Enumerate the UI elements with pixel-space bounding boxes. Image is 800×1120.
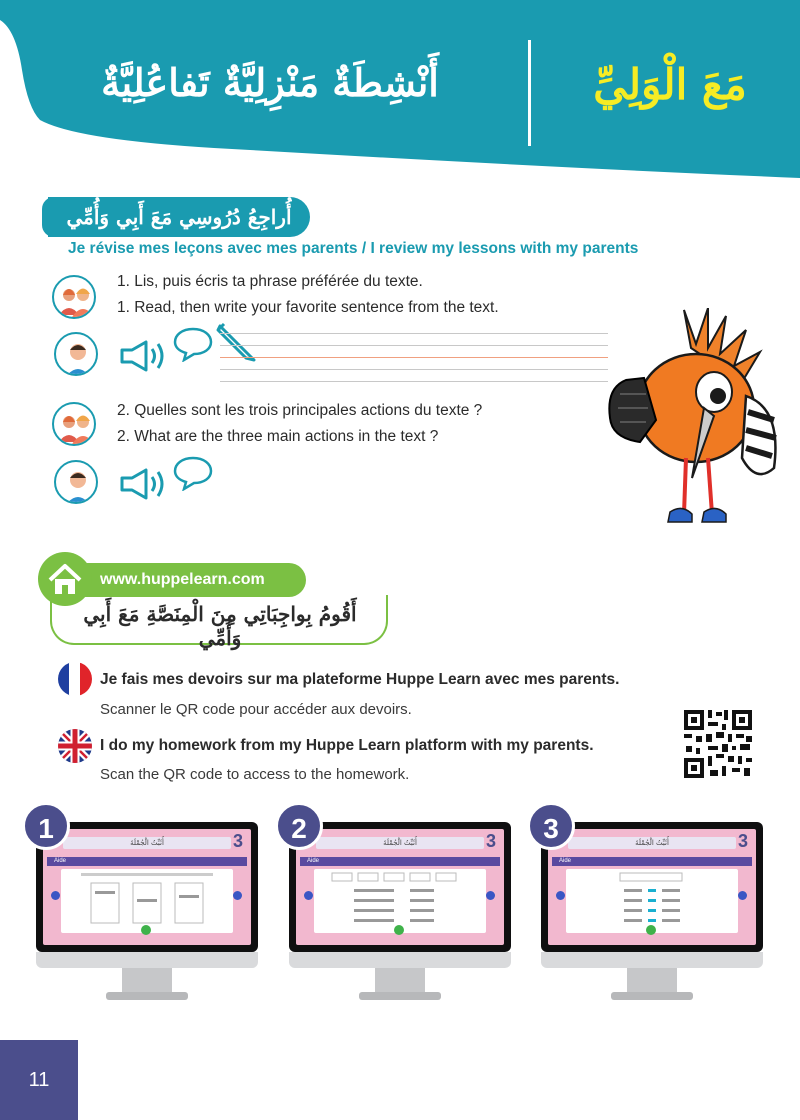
monitor-neck xyxy=(627,968,677,994)
header-banner xyxy=(0,0,800,180)
monitor-screen[interactable] xyxy=(43,829,251,945)
prev-arrow-icon[interactable] xyxy=(51,891,60,900)
speech-bubble-icon xyxy=(172,455,214,491)
screen-title: أُثَبِّتُ الْجُمْلَةَ xyxy=(568,837,736,849)
platform-url[interactable]: www.huppelearn.com xyxy=(70,563,306,597)
screen-toolbar xyxy=(47,857,247,866)
monitor-screen[interactable] xyxy=(548,829,756,945)
monitor-2 xyxy=(289,813,511,1012)
screen-level-number: 3 xyxy=(486,831,497,851)
screen-card xyxy=(61,869,233,933)
hoopoe-mascot xyxy=(596,308,786,538)
aide-button[interactable]: Aide xyxy=(47,857,73,866)
child-avatar-icon xyxy=(54,332,98,376)
review-subtitle: Je révise mes leçons avec mes parents / I review my lessons with my parents xyxy=(68,240,639,257)
screen-title: أُثَبِّتُ الْجُمْلَةَ xyxy=(316,837,484,849)
next-arrow-icon[interactable] xyxy=(233,891,242,900)
banner-title: أَنْشِطَةٌ مَنْزِلِيَّةٌ تَفاعُلِيَّةٌ xyxy=(101,60,439,105)
monitor-chin xyxy=(541,952,763,968)
validate-check-icon[interactable] xyxy=(394,925,404,935)
monitor-screen[interactable] xyxy=(296,829,504,945)
step-badge: 2 xyxy=(275,802,323,850)
screen-level-number: 3 xyxy=(233,831,244,851)
speaker-icon[interactable] xyxy=(118,338,170,374)
monitor-foot xyxy=(106,992,188,1000)
review-section-title: أُراجِعُ دُرُوسِي مَعَ أَبِي وَأُمِّي xyxy=(48,197,310,237)
parents-avatar-icon xyxy=(52,402,96,446)
fr-homework-bold: Je fais mes devoirs sur ma plateforme Huppe Learn avec mes parents. xyxy=(100,671,620,688)
banner-side-title: مَعَ الْوَلِيِّ xyxy=(593,60,747,109)
platform-title-ar: أَقُومُ بِواجِبَاتِي مِنَ الْمِنَصَّةِ مَعَ أَبِي وَأُمِّي xyxy=(83,602,357,650)
en-homework-note: Scan the QR code to access to the homework. xyxy=(100,766,410,783)
monitor-foot xyxy=(359,992,441,1000)
question-2-fr: 2. Quelles sont les trois principales actions du texte ? xyxy=(117,402,483,419)
screen-title: أُثَبِّتُ الْجُمْلَةَ xyxy=(63,837,231,849)
monitor-1 xyxy=(36,813,258,1012)
speaker-icon[interactable] xyxy=(118,466,170,502)
en-homework-bold: I do my homework from my Huppe Learn platform with my parents. xyxy=(100,737,594,754)
validate-check-icon[interactable] xyxy=(141,925,151,935)
parents-avatar-icon xyxy=(52,275,96,319)
aide-button[interactable]: Aide xyxy=(552,857,578,866)
monitor-foot xyxy=(611,992,693,1000)
monitor-chin xyxy=(289,952,511,968)
child-avatar-icon xyxy=(54,460,98,504)
monitor-3 xyxy=(541,813,763,1012)
next-arrow-icon[interactable] xyxy=(486,891,495,900)
question-2-en: 2. What are the three main actions in the text ? xyxy=(117,428,439,445)
monitor-chin xyxy=(36,952,258,968)
screen-level-number: 3 xyxy=(738,831,749,851)
writing-lines[interactable] xyxy=(220,333,608,385)
question-1-en: 1. Read, then write your favorite sentence from the text. xyxy=(117,299,499,316)
speech-bubble-icon xyxy=(172,326,214,362)
screen-toolbar xyxy=(300,857,500,866)
screen-card xyxy=(314,869,486,933)
monitor-neck xyxy=(122,968,172,994)
next-arrow-icon[interactable] xyxy=(738,891,747,900)
prev-arrow-icon[interactable] xyxy=(304,891,313,900)
aide-button[interactable]: Aide xyxy=(300,857,326,866)
qr-code[interactable] xyxy=(682,708,754,780)
banner-divider xyxy=(528,40,531,146)
step-badge: 3 xyxy=(527,802,575,850)
validate-check-icon[interactable] xyxy=(646,925,656,935)
screen-card xyxy=(566,869,738,933)
prev-arrow-icon[interactable] xyxy=(556,891,565,900)
page-number: 11 xyxy=(0,1040,78,1120)
fr-homework-note: Scanner le QR code pour accéder aux devoirs. xyxy=(100,701,412,718)
uk-flag-icon xyxy=(58,729,92,763)
screen-toolbar xyxy=(552,857,752,866)
step-badge: 1 xyxy=(22,802,70,850)
monitor-neck xyxy=(375,968,425,994)
question-1-fr: 1. Lis, puis écris ta phrase préférée du texte. xyxy=(117,273,423,290)
france-flag-icon xyxy=(58,662,92,696)
